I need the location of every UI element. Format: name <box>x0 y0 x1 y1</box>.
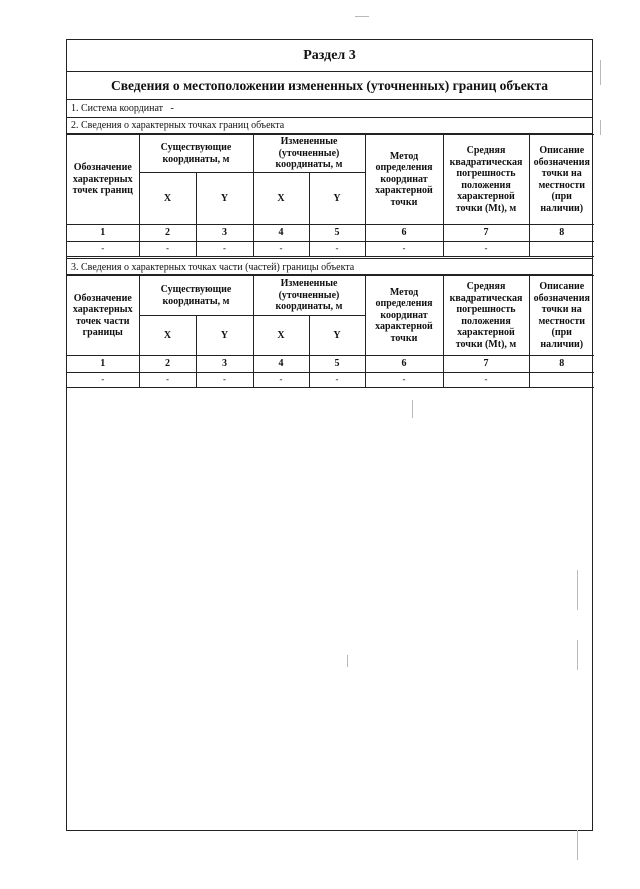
scan-speck <box>600 120 601 135</box>
table1-colnum: 3 <box>196 225 253 242</box>
table2-caption: 3. Сведения о характерных точках части (частей) границы объекта <box>67 258 592 275</box>
table2-header-changed-y: Y <box>309 316 365 356</box>
table1-cell: - <box>67 242 139 257</box>
table2-colnum: 1 <box>67 356 139 373</box>
table1-column-numbers <box>67 225 594 242</box>
table1-header-existing: Существующие координаты, м <box>139 135 253 173</box>
scan-speck <box>577 640 578 670</box>
table1-colnum: 8 <box>529 225 594 242</box>
table2-cell: - <box>139 373 196 388</box>
table1-cell: - <box>253 242 309 257</box>
section-title: Раздел 3 <box>67 40 592 72</box>
table1-header-changed-x: X <box>253 173 309 225</box>
table1-colnum: 6 <box>365 225 443 242</box>
table2-header-existing: Существующие координаты, м <box>139 276 253 316</box>
table1-header-changed: Измененные (уточненные) координаты, м <box>253 135 365 173</box>
table1-header-designation: Обозначение характерных точек границ <box>67 135 139 225</box>
section-subtitle: Сведения о местоположении измененных (уточненных) границ объекта <box>67 72 592 100</box>
table1-header-method: Метод определения координат характерной точки <box>365 135 443 225</box>
table2-cell: - <box>443 373 529 388</box>
table1-colnum: 7 <box>443 225 529 242</box>
table2-colnum: 2 <box>139 356 196 373</box>
scan-speck <box>577 830 578 860</box>
table2-points <box>67 275 594 388</box>
table2-colnum: 5 <box>309 356 365 373</box>
table-row <box>67 373 594 388</box>
table2-header-existing-y: Y <box>196 316 253 356</box>
coord-system-line <box>67 100 592 118</box>
scan-speck <box>600 60 601 85</box>
table2-header-designation: Обозначение характерных точек части границы <box>67 276 139 356</box>
table2-column-numbers <box>67 356 594 373</box>
table1-colnum: 4 <box>253 225 309 242</box>
coord-system-label: 1. Система координат <box>71 103 164 114</box>
table1-points <box>67 134 594 257</box>
table2-colnum: 3 <box>196 356 253 373</box>
table2-header-description: Описание обозначения точки на местности (при наличии) <box>529 276 594 356</box>
table2-header-changed: Измененные (уточненные) координаты, м <box>253 276 365 316</box>
table1-cell: - <box>139 242 196 257</box>
table2-colnum: 4 <box>253 356 309 373</box>
table1-colnum: 2 <box>139 225 196 242</box>
table1-colnum: 1 <box>67 225 139 242</box>
coord-system-value: - <box>170 103 174 114</box>
table2-header-changed-x: X <box>253 316 309 356</box>
table1-cell: - <box>196 242 253 257</box>
table2-colnum: 6 <box>365 356 443 373</box>
document-frame <box>66 39 593 831</box>
table2-cell: - <box>309 373 365 388</box>
scan-speck <box>577 570 578 610</box>
table2-colnum: 8 <box>529 356 594 373</box>
table2-header-existing-x: X <box>139 316 196 356</box>
table2-cell: - <box>253 373 309 388</box>
table2-cell: - <box>196 373 253 388</box>
scan-speck <box>347 655 348 667</box>
table1-cell <box>529 242 594 257</box>
table1-header-description: Описание обозначения точки на местности (при наличии) <box>529 135 594 225</box>
table1-cell: - <box>443 242 529 257</box>
table1-header-changed-y: Y <box>309 173 365 225</box>
table1-header-existing-x: X <box>139 173 196 225</box>
table1-cell: - <box>365 242 443 257</box>
table1-header-existing-y: Y <box>196 173 253 225</box>
table1-caption: 2. Сведения о характерных точках границ объекта <box>67 118 592 134</box>
table2-header-error: Средняя квадратическая погрешность положения характерной точки (Mt), м <box>443 276 529 356</box>
table2-cell <box>529 373 594 388</box>
table1-cell: - <box>309 242 365 257</box>
scan-speck <box>355 16 369 17</box>
table2-colnum: 7 <box>443 356 529 373</box>
table2-cell: - <box>365 373 443 388</box>
table2-header-method: Метод определения координат характерной точки <box>365 276 443 356</box>
table2-cell: - <box>67 373 139 388</box>
table1-colnum: 5 <box>309 225 365 242</box>
scan-speck <box>412 400 413 418</box>
table1-header-error: Средняя квадратическая погрешность положения характерной точки (Mt), м <box>443 135 529 225</box>
table-row <box>67 242 594 257</box>
